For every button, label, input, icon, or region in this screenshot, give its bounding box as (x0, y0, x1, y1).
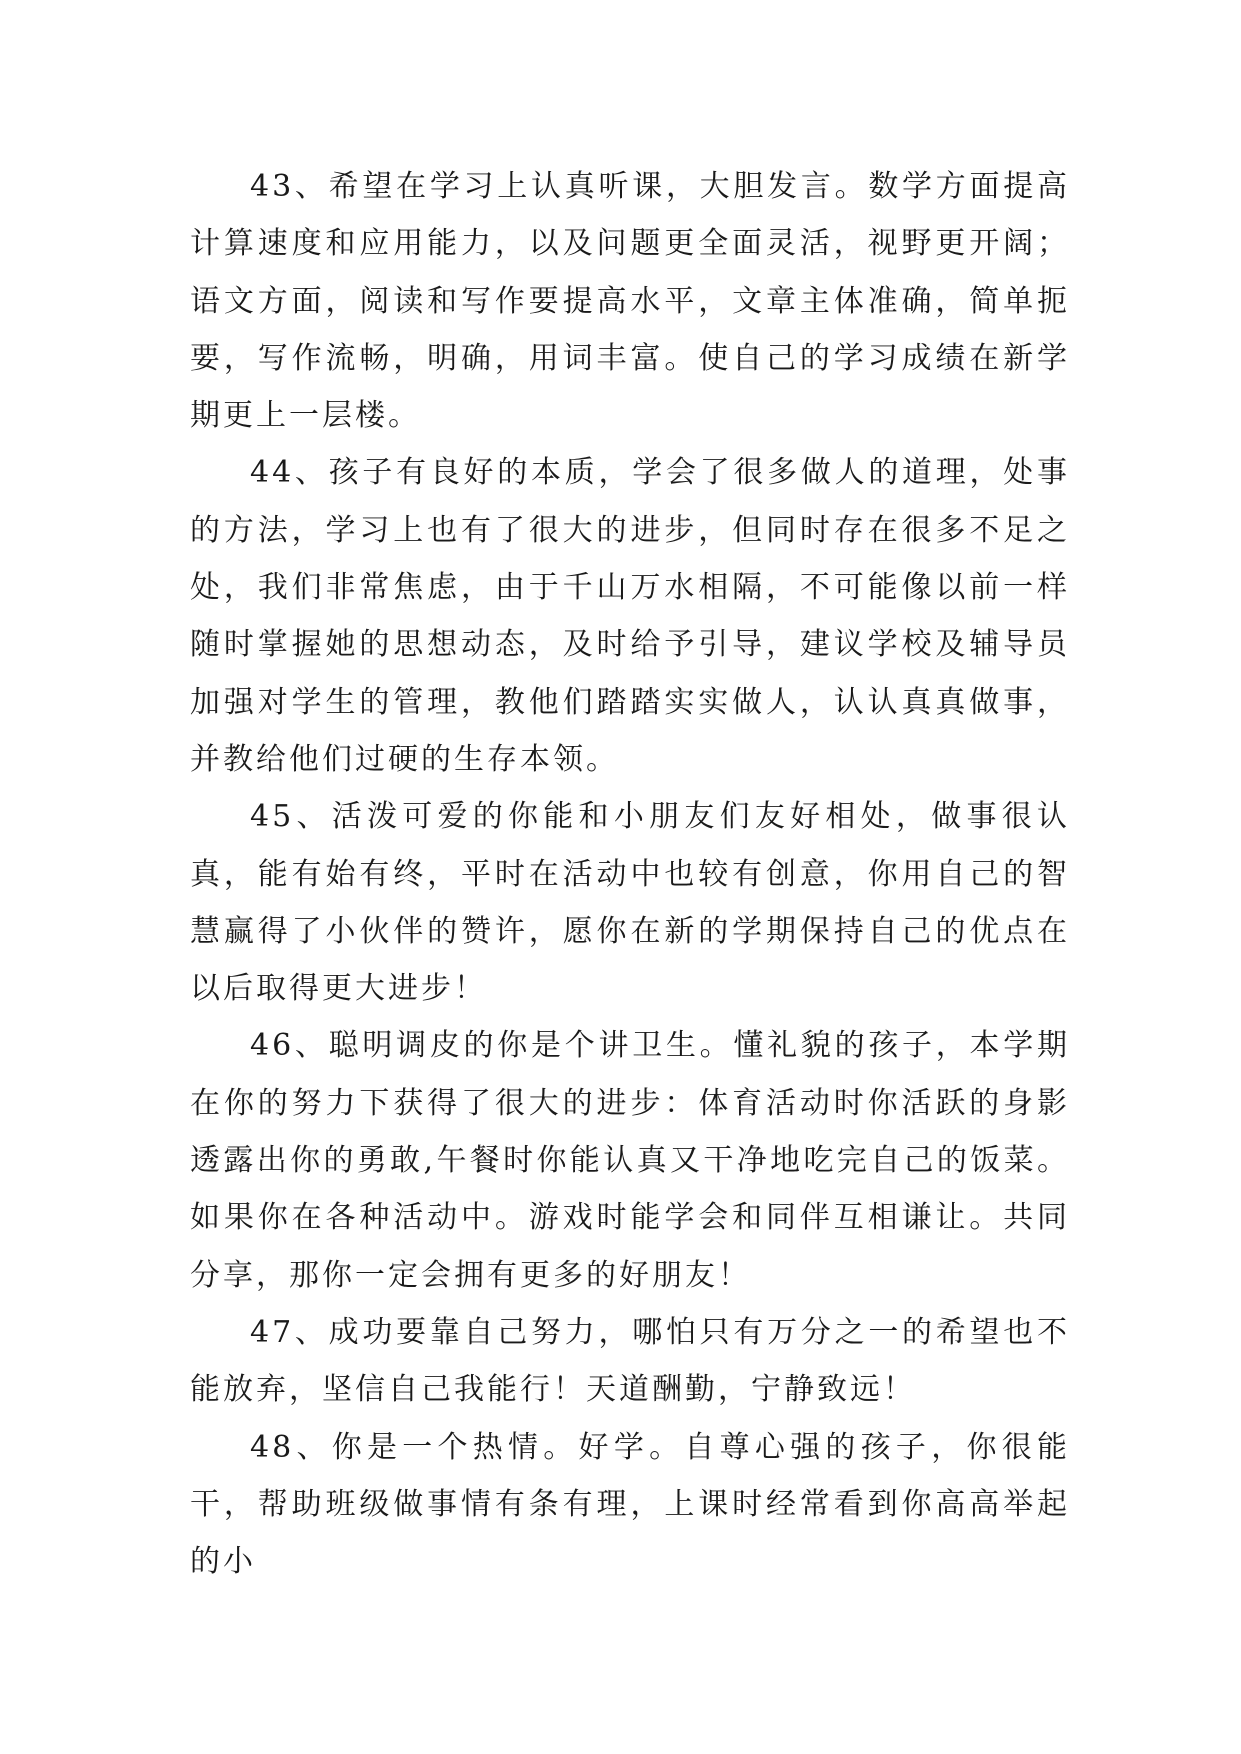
paragraph-45: 45、活泼可爱的你能和小朋友们友好相处，做事很认真，能有始有终，平时在活动中也较有创意，你用自己的智慧赢得了小伙伴的赞许，愿你在新的学期保持自己的优点在以后取得更大进步！ (190, 799, 1070, 1007)
paragraph-47: 47、成功要靠自己努力，哪怕只有万分之一的希望也不能放弃，坚信自己我能行！天道酬勤，宁静致远！ (190, 1314, 1070, 1408)
paragraph-46: 46、聪明调皮的你是个讲卫生。懂礼貌的孩子，本学期在你的努力下获得了很大的进步：体育活动时你活跃的身影透露出你的勇敢,午餐时你能认真又干净地吃完自己的饭菜。如果你在各种活动中。游戏时能学会和同伴互相谦让。共同分享，那你一定会拥有更多的好朋友！ (190, 1028, 1070, 1293)
document-body (190, 158, 1070, 1590)
paragraph-48: 48、你是一个热情。好学。自尊心强的孩子，你很能干，帮助班级做事情有条有理，上课时经常看到你高高举起的小 (190, 1429, 1070, 1580)
paragraph-44: 44、孩子有良好的本质，学会了很多做人的道理，处事的方法，学习上也有了很大的进步，但同时存在很多不足之处，我们非常焦虑，由于千山万水相隔，不可能像以前一样随时掌握她的思想动态，及时给予引导，建议学校及辅导员加强对学生的管理，教他们踏踏实实做人，认认真真做事，并教给他们过硬的生存本领。 (190, 455, 1070, 777)
paragraph-43: 43、希望在学习上认真听课，大胆发言。数学方面提高计算速度和应用能力，以及问题更全面灵活，视野更开阔；语文方面，阅读和写作要提高水平，文章主体准确，简单扼要，写作流畅，明确，用词丰富。使自己的学习成绩在新学期更上一层楼。 (190, 169, 1070, 434)
